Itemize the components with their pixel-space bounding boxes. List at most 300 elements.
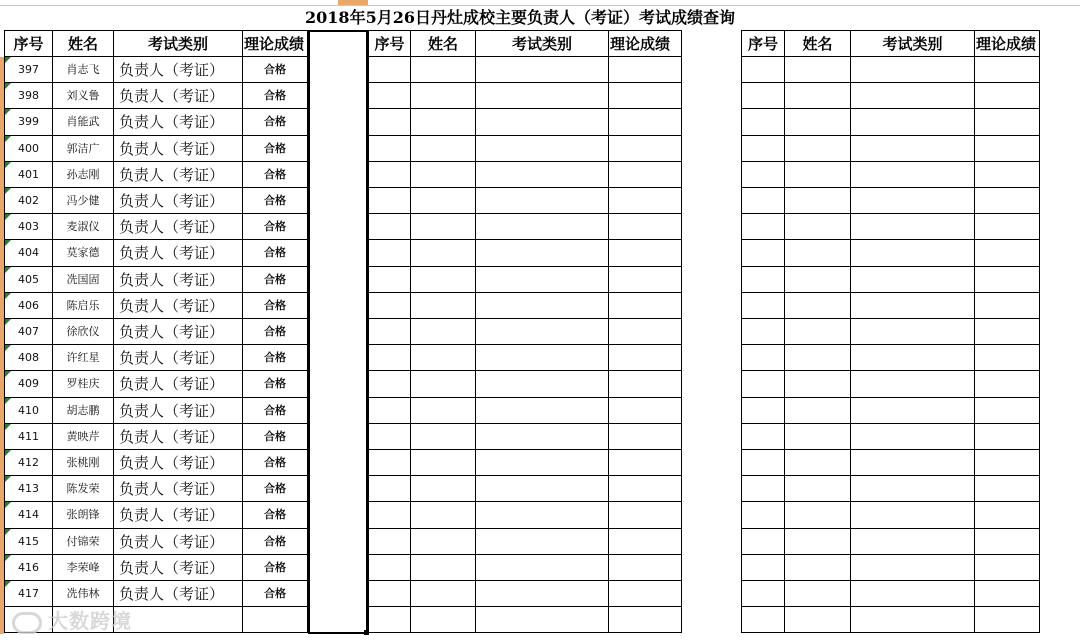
cell-empty[interactable] <box>975 476 1040 502</box>
cell-empty[interactable] <box>476 188 609 214</box>
cell-empty[interactable] <box>785 607 851 633</box>
cell-empty[interactable] <box>975 319 1040 345</box>
cell-empty[interactable] <box>609 214 682 240</box>
cell-empty[interactable] <box>609 136 682 162</box>
cell-score[interactable]: 合格 <box>243 529 308 555</box>
cell-empty[interactable] <box>609 293 682 319</box>
cell-empty[interactable] <box>411 424 476 450</box>
cell-score[interactable]: 合格 <box>243 345 308 371</box>
cell-empty[interactable] <box>476 581 609 607</box>
cell-name[interactable]: 冯少健 <box>53 188 114 214</box>
cell-empty[interactable] <box>368 555 411 581</box>
cell-seq[interactable]: 403 <box>4 214 53 240</box>
header-seq[interactable]: 序号 <box>4 30 53 57</box>
cell-empty[interactable] <box>411 450 476 476</box>
cell-empty[interactable] <box>368 267 411 293</box>
cell-empty[interactable] <box>741 57 785 83</box>
cell-empty[interactable] <box>368 450 411 476</box>
cell-empty[interactable] <box>368 188 411 214</box>
cell-empty[interactable] <box>785 555 851 581</box>
cell-score[interactable]: 合格 <box>243 555 308 581</box>
cell-seq[interactable]: 415 <box>4 529 53 555</box>
cell-empty[interactable] <box>476 162 609 188</box>
cell-score[interactable]: 合格 <box>243 162 308 188</box>
number-stored-as-text-indicator-icon <box>5 529 11 535</box>
cell-empty[interactable] <box>476 109 609 135</box>
cell-empty[interactable] <box>975 214 1040 240</box>
cell-empty[interactable] <box>411 83 476 109</box>
cell-category[interactable]: 负责人（考证） <box>114 319 243 345</box>
cell-empty[interactable] <box>368 83 411 109</box>
cell-empty[interactable] <box>476 529 609 555</box>
cell-empty[interactable] <box>411 529 476 555</box>
cell-empty[interactable] <box>609 371 682 397</box>
cell-empty[interactable] <box>368 293 411 319</box>
header-category[interactable]: 考试类别 <box>476 30 609 57</box>
cell-empty[interactable] <box>785 109 851 135</box>
cell-empty[interactable] <box>741 83 785 109</box>
cell-empty[interactable] <box>411 319 476 345</box>
cell-empty[interactable] <box>411 214 476 240</box>
table-row <box>0 502 1080 528</box>
cell-score[interactable]: 合格 <box>243 581 308 607</box>
cell-empty[interactable] <box>609 424 682 450</box>
cell-empty[interactable] <box>975 607 1040 633</box>
cell-empty[interactable] <box>741 188 785 214</box>
fill-handle[interactable] <box>364 630 369 635</box>
cell-empty[interactable] <box>411 188 476 214</box>
cell-empty[interactable] <box>741 424 785 450</box>
cell-name[interactable]: 刘义鲁 <box>53 83 114 109</box>
cell-empty[interactable] <box>411 267 476 293</box>
cell-empty[interactable] <box>609 529 682 555</box>
cell-score[interactable]: 合格 <box>243 136 308 162</box>
cell-score[interactable]: 合格 <box>243 188 308 214</box>
cell-empty[interactable] <box>368 529 411 555</box>
cell-empty[interactable] <box>411 345 476 371</box>
cell-name[interactable]: 张朗锋 <box>53 502 114 528</box>
cell-name[interactable]: 徐欣仪 <box>53 319 114 345</box>
cell-seq[interactable]: 399 <box>4 109 53 135</box>
cell-name[interactable]: 胡志鹏 <box>53 398 114 424</box>
cell-empty[interactable] <box>785 214 851 240</box>
cell-empty[interactable] <box>851 345 975 371</box>
cell-empty[interactable] <box>851 371 975 397</box>
header-name[interactable]: 姓名 <box>411 30 476 57</box>
cell-category[interactable]: 负责人（考证） <box>114 267 243 293</box>
cell-seq[interactable]: 414 <box>4 502 53 528</box>
cell-empty[interactable] <box>368 319 411 345</box>
cell-score[interactable]: 合格 <box>243 57 308 83</box>
cell-seq[interactable]: 406 <box>4 293 53 319</box>
cell-empty[interactable] <box>368 424 411 450</box>
cell-seq[interactable]: 397 <box>4 57 53 83</box>
cell-empty[interactable] <box>785 450 851 476</box>
number-stored-as-text-indicator-icon <box>5 188 11 194</box>
cell-empty[interactable] <box>476 293 609 319</box>
cell-name[interactable]: 肖志飞 <box>53 57 114 83</box>
cell-category[interactable]: 负责人（考证） <box>114 293 243 319</box>
cell-empty[interactable] <box>851 293 975 319</box>
cell-empty[interactable] <box>785 424 851 450</box>
cell-empty[interactable] <box>741 476 785 502</box>
cell-score[interactable]: 合格 <box>243 293 308 319</box>
cell-score[interactable]: 合格 <box>243 502 308 528</box>
cell-name[interactable]: 孙志刚 <box>53 162 114 188</box>
table-row <box>0 345 1080 371</box>
cell-empty[interactable] <box>476 555 609 581</box>
number-stored-as-text-indicator-icon <box>5 424 11 430</box>
cell-name[interactable]: 罗桂庆 <box>53 371 114 397</box>
cell-seq[interactable]: 412 <box>4 450 53 476</box>
cell-name[interactable]: 付锦荣 <box>53 529 114 555</box>
cell-empty[interactable] <box>741 345 785 371</box>
cell-empty[interactable] <box>741 162 785 188</box>
cell-empty[interactable] <box>851 529 975 555</box>
cell-empty[interactable] <box>975 398 1040 424</box>
cell-name[interactable]: 陈发荣 <box>53 476 114 502</box>
selected-cell-range[interactable] <box>308 30 368 634</box>
cell-empty[interactable] <box>609 109 682 135</box>
cell-seq[interactable]: 402 <box>4 188 53 214</box>
cell-empty[interactable] <box>368 162 411 188</box>
cell-empty[interactable] <box>476 240 609 266</box>
cell-empty[interactable] <box>785 345 851 371</box>
cell-seq[interactable]: 405 <box>4 267 53 293</box>
cell-score[interactable]: 合格 <box>243 109 308 135</box>
cell-empty[interactable] <box>411 240 476 266</box>
cell-seq[interactable]: 416 <box>4 555 53 581</box>
cell-score[interactable]: 合格 <box>243 319 308 345</box>
cell-empty[interactable] <box>476 214 609 240</box>
cell-empty[interactable] <box>785 476 851 502</box>
cell-empty[interactable] <box>741 450 785 476</box>
cell-empty[interactable] <box>368 136 411 162</box>
table-row <box>0 398 1080 424</box>
cell-empty[interactable] <box>476 319 609 345</box>
cell-score[interactable]: 合格 <box>243 398 308 424</box>
cell-empty[interactable] <box>785 240 851 266</box>
cell-empty[interactable] <box>851 424 975 450</box>
cell-empty[interactable] <box>476 371 609 397</box>
cell-category[interactable]: 负责人（考证） <box>114 398 243 424</box>
cell-empty[interactable] <box>609 57 682 83</box>
cell-empty[interactable] <box>975 502 1040 528</box>
cell-empty[interactable] <box>411 476 476 502</box>
cell-empty[interactable] <box>411 398 476 424</box>
cell-empty[interactable] <box>609 162 682 188</box>
cell-empty[interactable] <box>741 109 785 135</box>
cell-empty[interactable] <box>411 371 476 397</box>
cell-category[interactable]: 负责人（考证） <box>114 424 243 450</box>
cell-empty[interactable] <box>851 214 975 240</box>
cell-category[interactable]: 负责人（考证） <box>114 529 243 555</box>
table-row <box>0 214 1080 240</box>
cell-seq[interactable]: 401 <box>4 162 53 188</box>
cell-empty[interactable] <box>741 319 785 345</box>
cell-empty[interactable] <box>609 476 682 502</box>
cell-empty[interactable] <box>851 83 975 109</box>
cell-empty[interactable] <box>741 240 785 266</box>
table-row <box>0 293 1080 319</box>
cell-empty[interactable] <box>609 240 682 266</box>
cell-empty[interactable] <box>851 136 975 162</box>
cell-empty[interactable] <box>851 502 975 528</box>
cell-empty[interactable] <box>476 57 609 83</box>
cell-empty[interactable] <box>851 555 975 581</box>
header-score[interactable]: 理论成绩 <box>975 30 1040 57</box>
cell-empty[interactable] <box>368 240 411 266</box>
cell-empty[interactable] <box>609 502 682 528</box>
table-row <box>0 581 1080 607</box>
cell-name[interactable]: 陈启乐 <box>53 293 114 319</box>
cell-empty[interactable] <box>741 136 785 162</box>
cell-category[interactable]: 负责人（考证） <box>114 240 243 266</box>
cell-empty[interactable] <box>741 607 785 633</box>
cell-empty[interactable] <box>411 555 476 581</box>
cell-empty[interactable] <box>741 398 785 424</box>
table-row <box>0 162 1080 188</box>
cell-empty[interactable] <box>476 345 609 371</box>
number-stored-as-text-indicator-icon <box>5 57 11 63</box>
cell-category[interactable]: 负责人（考证） <box>114 502 243 528</box>
cell-empty[interactable] <box>975 371 1040 397</box>
cell-empty[interactable] <box>975 162 1040 188</box>
header-score[interactable]: 理论成绩 <box>243 30 308 57</box>
cell-empty[interactable] <box>476 476 609 502</box>
cell-score[interactable]: 合格 <box>243 83 308 109</box>
cell-empty[interactable] <box>975 267 1040 293</box>
cell-empty[interactable] <box>411 607 476 633</box>
cell-empty[interactable] <box>368 345 411 371</box>
cell-name[interactable]: 许红星 <box>53 345 114 371</box>
sheet-title: 2018年5月26日丹灶成校主要负责人（考证）考试成绩查询 <box>305 8 735 27</box>
cell-empty[interactable] <box>785 529 851 555</box>
cell-category[interactable]: 负责人（考证） <box>114 345 243 371</box>
cell-category[interactable]: 负责人（考证） <box>114 83 243 109</box>
cell-empty[interactable] <box>975 450 1040 476</box>
table-row <box>0 371 1080 397</box>
cell-category[interactable]: 负责人（考证） <box>114 476 243 502</box>
selected-column-indicator <box>338 0 368 5</box>
cell-empty[interactable] <box>975 424 1040 450</box>
watermark-text: 大数跨境 <box>48 609 132 633</box>
cell-category[interactable]: 负责人（考证） <box>114 214 243 240</box>
header-seq[interactable]: 序号 <box>368 30 411 57</box>
cell-category[interactable]: 负责人（考证） <box>114 450 243 476</box>
cell-empty[interactable] <box>785 188 851 214</box>
cell-empty[interactable] <box>975 136 1040 162</box>
cell-name[interactable]: 肖能武 <box>53 109 114 135</box>
cell-empty[interactable] <box>411 109 476 135</box>
cell-empty[interactable] <box>741 267 785 293</box>
cell-empty[interactable] <box>411 581 476 607</box>
cell-empty[interactable] <box>851 162 975 188</box>
cell-name[interactable]: 李荣峰 <box>53 555 114 581</box>
cell-empty[interactable] <box>609 607 682 633</box>
cell-seq[interactable]: 417 <box>4 581 53 607</box>
cell-category[interactable]: 负责人（考证） <box>114 57 243 83</box>
cell-score[interactable]: 合格 <box>243 476 308 502</box>
cell-empty[interactable] <box>368 57 411 83</box>
cell-empty[interactable] <box>741 581 785 607</box>
cell-empty[interactable] <box>785 83 851 109</box>
cell-empty[interactable] <box>368 214 411 240</box>
cell-empty[interactable] <box>243 607 308 633</box>
cell-empty[interactable] <box>609 319 682 345</box>
cell-empty[interactable] <box>411 162 476 188</box>
header-seq[interactable]: 序号 <box>741 30 785 57</box>
cell-empty[interactable] <box>785 267 851 293</box>
cell-empty[interactable] <box>368 502 411 528</box>
cell-empty[interactable] <box>741 529 785 555</box>
cell-category[interactable]: 负责人（考证） <box>114 109 243 135</box>
cell-empty[interactable] <box>851 57 975 83</box>
cell-name[interactable]: 莫家德 <box>53 240 114 266</box>
cell-empty[interactable] <box>368 607 411 633</box>
table-row <box>0 529 1080 555</box>
cell-empty[interactable] <box>785 162 851 188</box>
cell-empty[interactable] <box>609 345 682 371</box>
cell-seq[interactable]: 410 <box>4 398 53 424</box>
cell-category[interactable]: 负责人（考证） <box>114 188 243 214</box>
cell-empty[interactable] <box>741 214 785 240</box>
watermark-logo-icon <box>12 612 42 634</box>
cell-score[interactable]: 合格 <box>243 267 308 293</box>
cell-empty[interactable] <box>368 476 411 502</box>
cell-empty[interactable] <box>851 581 975 607</box>
cell-empty[interactable] <box>785 581 851 607</box>
cell-empty[interactable] <box>609 267 682 293</box>
cell-empty[interactable] <box>368 581 411 607</box>
cell-empty[interactable] <box>785 319 851 345</box>
cell-seq[interactable]: 398 <box>4 83 53 109</box>
cell-empty[interactable] <box>785 57 851 83</box>
cell-empty[interactable] <box>975 188 1040 214</box>
cell-empty[interactable] <box>609 555 682 581</box>
cell-category[interactable]: 负责人（考证） <box>114 371 243 397</box>
cell-empty[interactable] <box>741 555 785 581</box>
cell-empty[interactable] <box>851 319 975 345</box>
table-row <box>0 57 1080 83</box>
cell-name[interactable]: 黄映芹 <box>53 424 114 450</box>
cell-empty[interactable] <box>368 398 411 424</box>
cell-empty[interactable] <box>975 293 1040 319</box>
header-category[interactable]: 考试类别 <box>114 30 243 57</box>
cell-empty[interactable] <box>368 371 411 397</box>
cell-empty[interactable] <box>851 450 975 476</box>
watermark <box>12 606 132 636</box>
cell-name[interactable]: 张桃刚 <box>53 450 114 476</box>
cell-seq[interactable]: 411 <box>4 424 53 450</box>
cell-empty[interactable] <box>975 345 1040 371</box>
cell-empty[interactable] <box>609 581 682 607</box>
header-row <box>0 30 1080 57</box>
header-category[interactable]: 考试类别 <box>851 30 975 57</box>
cell-empty[interactable] <box>785 293 851 319</box>
cell-seq[interactable]: 404 <box>4 240 53 266</box>
cell-empty[interactable] <box>476 267 609 293</box>
cell-empty[interactable] <box>975 529 1040 555</box>
cell-empty[interactable] <box>785 502 851 528</box>
cell-empty[interactable] <box>851 476 975 502</box>
cell-category[interactable]: 负责人（考证） <box>114 162 243 188</box>
cell-empty[interactable] <box>411 502 476 528</box>
cell-empty[interactable] <box>785 371 851 397</box>
cell-empty[interactable] <box>741 371 785 397</box>
cell-empty[interactable] <box>975 57 1040 83</box>
cell-empty[interactable] <box>368 109 411 135</box>
cell-empty[interactable] <box>851 188 975 214</box>
cell-empty[interactable] <box>476 136 609 162</box>
cell-empty[interactable] <box>975 83 1040 109</box>
cell-seq[interactable]: 400 <box>4 136 53 162</box>
cell-empty[interactable] <box>741 293 785 319</box>
cell-empty[interactable] <box>851 398 975 424</box>
cell-empty[interactable] <box>476 398 609 424</box>
cell-empty[interactable] <box>785 398 851 424</box>
cell-empty[interactable] <box>975 109 1040 135</box>
cell-name[interactable]: 冼国固 <box>53 267 114 293</box>
cell-empty[interactable] <box>851 607 975 633</box>
cell-empty[interactable] <box>476 607 609 633</box>
cell-empty[interactable] <box>476 424 609 450</box>
header-score[interactable]: 理论成绩 <box>609 30 682 57</box>
cell-seq[interactable]: 408 <box>4 345 53 371</box>
cell-score[interactable]: 合格 <box>243 424 308 450</box>
cell-name[interactable]: 麦淑仪 <box>53 214 114 240</box>
header-name[interactable]: 姓名 <box>53 30 114 57</box>
header-name[interactable]: 姓名 <box>785 30 851 57</box>
cell-empty[interactable] <box>476 502 609 528</box>
cell-empty[interactable] <box>851 267 975 293</box>
cell-empty[interactable] <box>609 398 682 424</box>
cell-score[interactable]: 合格 <box>243 371 308 397</box>
cell-empty[interactable] <box>975 240 1040 266</box>
cell-empty[interactable] <box>609 188 682 214</box>
cell-empty[interactable] <box>785 136 851 162</box>
cell-empty[interactable] <box>411 136 476 162</box>
number-stored-as-text-indicator-icon <box>5 214 11 220</box>
cell-category[interactable]: 负责人（考证） <box>114 581 243 607</box>
cell-seq[interactable]: 409 <box>4 371 53 397</box>
cell-name[interactable]: 郭洁广 <box>53 136 114 162</box>
cell-empty[interactable] <box>851 109 975 135</box>
cell-category[interactable]: 负责人（考证） <box>114 136 243 162</box>
cell-category[interactable]: 负责人（考证） <box>114 555 243 581</box>
cell-score[interactable]: 合格 <box>243 450 308 476</box>
cell-empty[interactable] <box>609 450 682 476</box>
cell-empty[interactable] <box>476 83 609 109</box>
cell-empty[interactable] <box>741 502 785 528</box>
cell-empty[interactable] <box>609 83 682 109</box>
cell-score[interactable]: 合格 <box>243 240 308 266</box>
cell-empty[interactable] <box>411 293 476 319</box>
table-row <box>0 188 1080 214</box>
number-stored-as-text-indicator-icon <box>5 450 11 456</box>
cell-seq[interactable]: 407 <box>4 319 53 345</box>
cell-name[interactable]: 冼伟林 <box>53 581 114 607</box>
cell-empty[interactable] <box>851 240 975 266</box>
cell-score[interactable]: 合格 <box>243 214 308 240</box>
cell-empty[interactable] <box>476 450 609 476</box>
cell-empty[interactable] <box>975 555 1040 581</box>
cell-seq[interactable]: 413 <box>4 476 53 502</box>
cell-empty[interactable] <box>975 581 1040 607</box>
cell-empty[interactable] <box>411 57 476 83</box>
cell-empty[interactable] <box>114 607 243 633</box>
number-stored-as-text-indicator-icon <box>5 109 11 115</box>
